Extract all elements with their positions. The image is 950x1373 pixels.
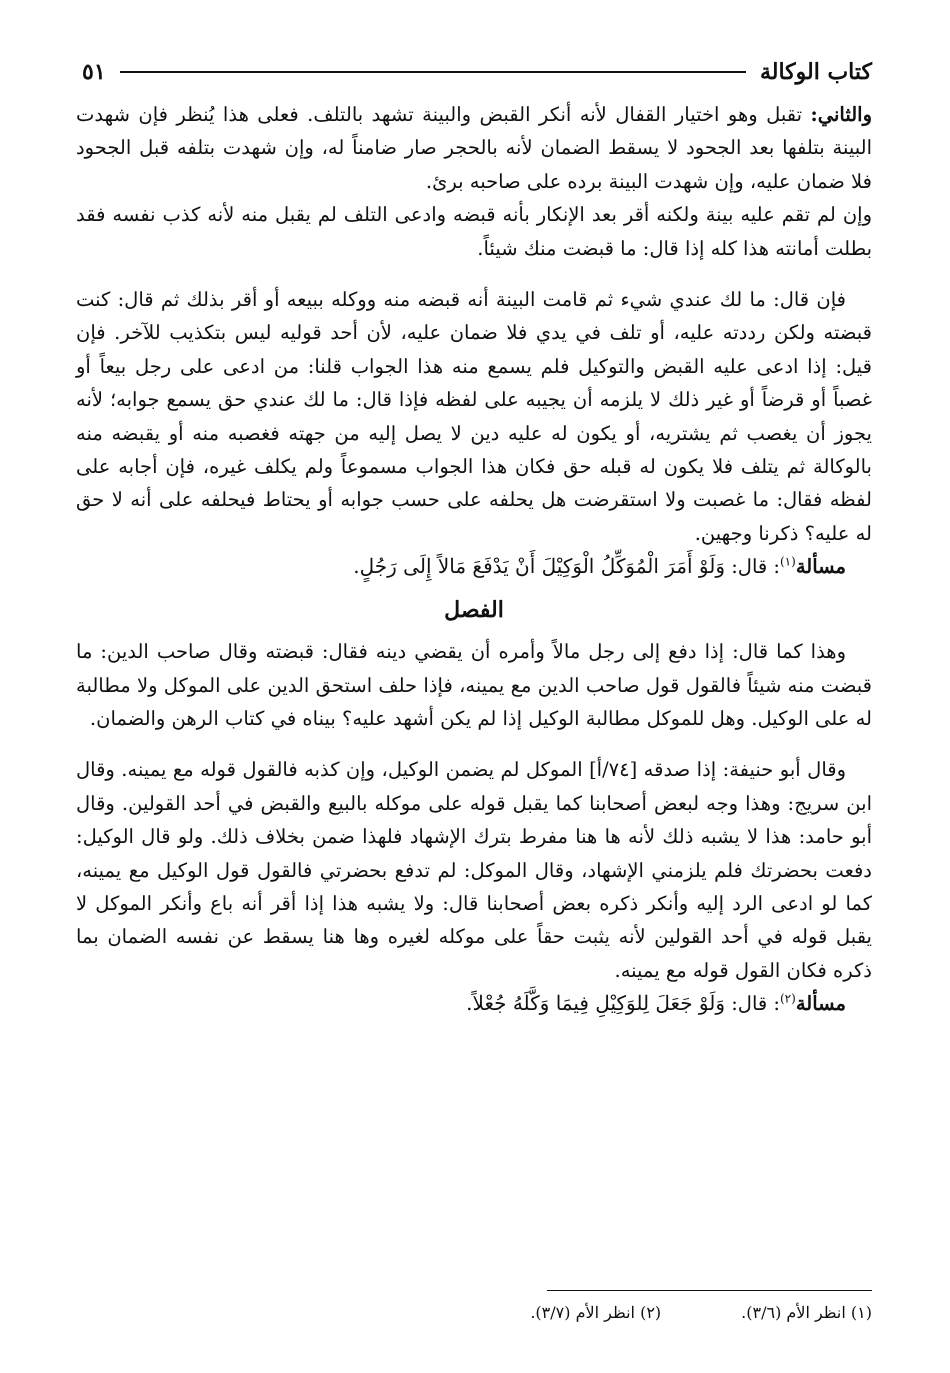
footnote-rule <box>547 1290 872 1291</box>
masala-quote: وَلَوْ أَمَرَ الْمُوَكِّلُ الْوَكِيْلَ أَنْ يَدْفَعَ مَالاً إِلَى رَجُلٍ. <box>353 554 726 579</box>
footnotes <box>76 1303 872 1322</box>
running-header <box>82 52 872 92</box>
main-text <box>76 98 872 1021</box>
chapter-title: كتاب الوكالة <box>759 59 872 85</box>
masala-colon: : قال: <box>725 555 780 579</box>
masala-colon: : قال: <box>725 992 780 1016</box>
footnote-1: (١) انظر الأم (٣/٦). <box>741 1303 872 1322</box>
paragraph-2: فإن قال: ما لك عندي شيء ثم قامت البينة أنه قبضه منه ووكله ببيعه أو أقر بذلك ثم قال: كنت قبضته ولكن رددته عليه، أو تلف في يدي فلا ضمان عليه، لأن أحد قوليه ليس بتكذيب للآخر. فإن قيل: إذا ادعى عليه القبض والتوكيل فلم يسمع منه هذا الجواب قلنا: من ادعى على رجل بيعاً أو غصباً أو قرضاً أو غير ذلك لا يلزمه أن يجيبه على لفظه فإذا قال: ما لك عندي حق يسمع جوابه؛ لأنه يجوز أن يغصب ثم يشتريه، أو يكون له عليه دين لا يصل إليه من جهته فغصبه منه أو يقبضه منه بالوكالة ثم يتلف فلا يكون له قبله حق فكان هذا الجواب مسموعاً ولم يكلف غيره، فإن أجابه على لفظه فقال: ما غصبت ولا استقرضت هل يحلفه على حسب جوابه أو يحتاط فيحلفه على أنه لا حق له عليه؟ ذكرنا وجهين. <box>76 288 872 545</box>
paragraph-3: وهذا كما قال: إذا دفع إلى رجل مالاً وأمره أن يقضي دينه فقال: قبضته وقال صاحب الدين: ما قبضت منه شيئاً فالقول قول صاحب الدين مع يمينه، فإذا حلف استحق الدين على الموكل ولا مطالبة له على الوكيل. وهل للموكل مطالبة الوكيل إذا لم يكن أشهد عليه؟ بيناه في كتاب الرهن والضمان. <box>76 640 872 730</box>
masala-label: مسألة <box>795 555 846 579</box>
paragraph-lead: والثاني: <box>810 103 872 126</box>
footnote-marker-1: (١) <box>779 554 796 569</box>
masala-2 <box>76 987 872 1020</box>
paragraph-4: وقال أبو حنيفة: إذا صدقه [٧٤/أ] الموكل لم يضمن الوكيل، وإن كذبه فالقول قوله مع يمينه. وقال ابن سريج: وهذا وجه لبعض أصحابنا كما يقبل قوله على موكله بالبيع والقبض في أحد القولين. وقال أبو حامد: هذا لا يشبه ذلك لأنه ها هنا مفرط بترك الإشهاد فلهذا ضمن بخلاف ذلك. ولو قال الوكيل: دفعت بحضرتك فلم يلزمني الإشهاد، وقال الموكل: لم تدفع بحضرتي فالقول قول الوكيل مع يمينه، كما لو ادعى الرد إليه وأنكر ذكره بعض أصحابنا قال: ولا يشبه هذا إذا أقر أنه باع وأنكر الموكل لا يقبل قوله في أحد القولين لأنه يثبت حقاً على موكله لغيره وها هنا يسقط عن نفسه الضمان بما ذكره فكان القول قوله مع يمينه. <box>76 758 872 982</box>
paragraph-1 <box>76 98 872 198</box>
paragraph-1b: وإن لم تقم عليه بينة ولكنه أقر بعد الإنكار بأنه قبضه وادعى التلف لم يقبل منه لأنه كذب نفسه فقد بطلت أمانته هذا كله إذا قال: ما قبضت منك شيئاً. <box>76 203 872 260</box>
masala-quote: وَلَوْ جَعَلَ لِلوَكِيْلِ فِيمَا وَكَّلَهُ جُعْلاً. <box>466 991 726 1016</box>
footnote-marker-2: (٢) <box>779 991 796 1006</box>
header-rule <box>120 71 746 73</box>
masala-label: مسألة <box>795 992 846 1016</box>
masala-1 <box>76 550 872 583</box>
footnote-2: (٢) انظر الأم (٣/٧). <box>530 1303 662 1322</box>
section-heading: الفصل <box>444 596 504 623</box>
page-number: ٥١ <box>82 59 106 85</box>
paragraph-text: تقبل وهو اختيار القفال لأنه أنكر القبض والبينة تشهد بالتلف. فعلى هذا يُنظر فإن شهدت البينة بتلفها بعد الجحود لا يسقط الضمان لأنه بالحجر صار ضامناً له، وإن شهدت بتلفه قبل الجحود فلا ضمان عليه، وإن شهدت البينة برده على صاحبه برئ. <box>76 103 872 193</box>
